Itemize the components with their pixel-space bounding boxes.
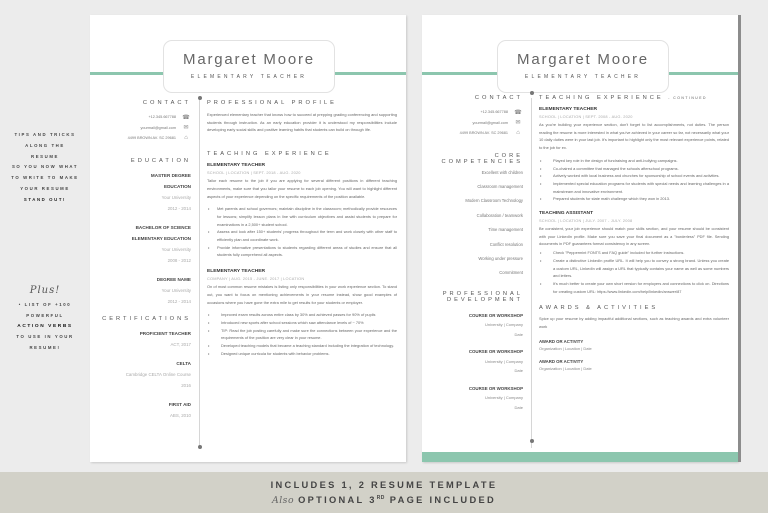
section-heading-development: PROFESSIONAL: [442, 290, 523, 297]
course-org: University | Company: [485, 395, 523, 401]
contact-email: [422, 118, 523, 129]
phone-text: +12.345.667788: [148, 115, 176, 120]
job-meta: SCHOOL | LOCATION | SEPT. 2018 - AUG. 2020: [207, 170, 301, 176]
award-detail: Organization | Location | Date: [539, 345, 592, 351]
job-bullets: [539, 249, 729, 295]
competency: Working under pressure: [478, 255, 523, 261]
tip-line: SO YOU NOW WHAT: [11, 164, 79, 170]
candidate-name: Margaret Moore: [517, 51, 649, 68]
section-heading-profile: PROFESSIONAL PROFILE: [207, 100, 337, 106]
job-title: TEACHING ASSISTANT: [539, 211, 594, 217]
job-description: Be consistent, your job experience should match your skills section, and your resume should be consistent with your LinkedIn profile. Make sure you save your final document as a "borderless" PDF file. Sending documents in PDF guarantees format consistency in any screen.: [539, 226, 729, 247]
job-bullets: [207, 311, 397, 357]
years: 2012 - 2014: [167, 298, 191, 304]
section-heading-awards: AWARDS & ACTIVITIES: [539, 305, 659, 312]
education-item: [90, 222, 191, 266]
bullet: • It's much better to create your own short version for employers and connections to click on. Directions for creating custom URL: https://www.linkedin.com/help/linkedin/answer/87: [539, 280, 729, 295]
phone-icon: ☎: [182, 114, 190, 121]
tip-line: RESUME: [31, 153, 59, 159]
home-icon: ⌂: [516, 130, 520, 137]
competencies-list: [422, 166, 523, 281]
job-description: On of most common resume mistakes is listing only responsibilities in your work experience section. To stand out, you want to focus on mentioning achievements in your resume instead, show good examples of occasions where you have gone the extra mile to get results for your students or employer.: [207, 284, 397, 305]
course-date: Date: [514, 331, 523, 337]
job-title: ELEMENTARY TEACHER: [207, 269, 266, 275]
cert-name: PROFICIENT TEACHER: [139, 330, 191, 336]
competency: Excellent with children: [481, 169, 523, 175]
divider-dot: [530, 91, 534, 95]
tip-line: STAND OUT!: [23, 196, 67, 202]
section-heading-experience: TEACHING EXPERIENCE: [207, 151, 332, 158]
competency: Collaboration / teamwork: [476, 212, 523, 218]
column-divider: [531, 98, 532, 448]
contact-email: [90, 123, 191, 134]
job-meta: COMPANY | AUG. 2015 - JUNE. 2017 | LOCATION: [207, 276, 305, 282]
cert-detail: Cambridge CELTA Online Course: [125, 371, 191, 377]
bullet: • TIP: Read the job posting carefully and make sure the connections between your experience and the requirements of the position are very clear in your resume.: [207, 327, 397, 342]
job-title: ELEMENTARY TEACHER: [539, 107, 598, 112]
heading-text: TEACHING EXPERIENCE: [539, 95, 664, 101]
bullet: • Actively worked with local business and churches for sponsorship of school events and activities.: [539, 172, 729, 180]
contact-phone: [90, 112, 191, 123]
banner-text: PAGE INCLUDED: [384, 495, 496, 506]
resume-page-1: [90, 15, 406, 462]
section-heading-certifications: CERTIFICATIONS: [102, 315, 191, 322]
section-heading-development: DEVELOPMENT: [447, 296, 523, 303]
contact-phone: [422, 107, 523, 118]
divider-dot: [198, 445, 202, 449]
certification-item: [90, 358, 191, 391]
competency: Conflict resolution: [489, 241, 523, 247]
job-description: As you're building your experience section, don't forget to list accomplishments, not duties. The person reading the resume is more interested in what you've achieved in your career so far, not necessarily what your 10 daily duties were in your last job. It's important to highlight only the most relevant experience points, related to the job for ex.: [539, 122, 729, 151]
tip-line: ALONG THE: [25, 142, 65, 148]
section-heading-education: EDUCATION: [130, 157, 191, 164]
degree: BACHELOR OF SCIENCE: [135, 224, 191, 230]
course-name: COURSE OR WORKSHOP: [468, 312, 523, 318]
bullet: • Introduced new sports after school sessions which saw attendance levels of ~ 70%: [207, 319, 397, 327]
award-item: [539, 359, 729, 371]
education-item: [90, 274, 191, 307]
banner-script: Also: [272, 495, 295, 507]
degree: DEGREE NAME: [156, 276, 191, 282]
candidate-name: Margaret Moore: [183, 51, 315, 68]
bullet: • Assess and look after 150+ students' progress throughout the term and work closely with other staff to efficiently plan and coordinate work.: [207, 228, 397, 243]
job-description: Tailor each resume to the job if you are applying for several different positions in different teaching environments, make sure that you tailor your resume to each job opening. You will want to highlight different aspects of your experience depending on the specific requirements of the position available.: [207, 178, 397, 199]
name-header: [163, 40, 335, 93]
main-column: [539, 95, 729, 371]
divider-dot: [530, 439, 534, 443]
certification-item: [90, 399, 191, 421]
course-date: Date: [514, 404, 523, 410]
school: Your University: [161, 287, 191, 293]
contact-address: [90, 133, 191, 144]
job-bullets: [539, 157, 729, 203]
development-item: [422, 384, 523, 413]
section-heading-competencies: COMPETENCIES: [441, 158, 523, 165]
bullet: • Developed teaching models that became a teaching standard including the integration of technology.: [207, 342, 397, 350]
tips-panel: [0, 130, 90, 206]
promo-banner: [0, 472, 768, 513]
plus-line: ACTION VERBS: [17, 323, 73, 329]
envelope-icon: ✉: [183, 125, 189, 132]
development-item: [422, 347, 523, 376]
envelope-icon: ✉: [515, 120, 521, 127]
continued-label: - CONTINUED: [668, 96, 707, 100]
education-item: [90, 170, 191, 214]
job-bullets: [207, 205, 397, 259]
section-heading-competencies: CORE: [494, 152, 523, 159]
award-detail: Organization | Location | Date: [539, 365, 592, 371]
cert-name: CELTA: [176, 360, 191, 366]
bullet: • Improved exam results across entire class by 30% and achieved passes for 90% of pupils: [207, 311, 397, 319]
phone-icon: ☎: [514, 109, 522, 116]
banner-sup: RD: [376, 495, 385, 501]
plus-line: RESUME!: [29, 345, 61, 351]
plus-line: TO USE IN YOUR: [16, 334, 74, 340]
plus-panel: [0, 285, 90, 354]
candidate-title: ELEMENTARY TEACHER: [190, 74, 308, 80]
divider-dot: [198, 96, 202, 100]
competency: Time management: [488, 227, 523, 233]
degree: ELEMENTARY EDUCATION: [131, 235, 191, 241]
profile-text: Experienced elementary teacher that knows how to succeed at prepping grading conferencing and supporting students through instruction. As an early education provider it is understood my responsibilities include developing early social skills and positive learning habits that students can build on through life.: [207, 112, 397, 133]
bullet: • Create a distinctive LinkedIn profile URL. It will help you to convey a strong brand. Unless you create a custom URL, LinkedIn will assign a URL that typically contains your name as well as some numbers and letters.: [539, 257, 729, 280]
years: 2012 - 2014: [167, 205, 191, 211]
award-name: AWARD OR ACTIVITY: [539, 358, 584, 364]
section-heading-contact: CONTACT: [474, 95, 523, 101]
bullet: • Implemented special education programs for students with special needs and learning challenges in a mainstream and innovative environment.: [539, 180, 729, 195]
plus-script: Plus!: [29, 285, 61, 296]
course-org: University | Company: [485, 358, 523, 364]
competency: Commitment: [499, 270, 523, 276]
bullet: • Provide informative presentations to students regarding different areas of studies and ensure that all students fully comprehend all aspects.: [207, 244, 397, 259]
phone-text: +12.345.667788: [480, 110, 508, 115]
cert-name: FIRST AID: [168, 401, 191, 407]
cert-year: 2016: [181, 382, 191, 388]
main-column: [207, 100, 397, 357]
development-item: [422, 311, 523, 340]
degree: EDUCATION: [164, 183, 191, 189]
competency: Modern Classroom Technology: [465, 198, 523, 204]
email-text: yourmail@gmail.com: [472, 120, 508, 125]
address-text: 4499 BROWN AV. SC 29681: [127, 136, 176, 141]
bullet: • Check "Peppermint FONTS and FAQ guide" included for further instructions.: [539, 249, 729, 257]
course-org: University | Company: [485, 322, 523, 328]
award-name: AWARD OR ACTIVITY: [539, 338, 584, 344]
award-item: [539, 339, 729, 351]
sidebar: [422, 95, 523, 412]
job-title: ELEMENTARY TEACHER: [207, 163, 266, 169]
bullet: • Prepared students for state math challenge which they won in 2013.: [539, 195, 729, 203]
job-meta: SCHOOL | LOCATION | SEPT. 2008 - AUG. 2020: [539, 114, 633, 119]
course-name: COURSE OR WORKSHOP: [468, 385, 523, 391]
sidebar: [90, 100, 191, 421]
footer-accent-bar: [422, 452, 738, 462]
home-icon: ⌂: [184, 135, 188, 142]
awards-intro: Spice up your resume by adding impactful additional sections, such as teaching awards and extra volunteer work: [539, 316, 729, 330]
plus-line: • LIST OF +100: [18, 302, 72, 307]
column-divider: [199, 98, 200, 448]
banner-line-2: [0, 495, 768, 506]
school: Your University: [161, 194, 191, 200]
section-heading-experience: [539, 95, 729, 101]
candidate-title: ELEMENTARY TEACHER: [524, 74, 642, 80]
job-meta: SCHOOL | LOCATION | JULY. 2007 - JULY. 2008: [539, 218, 633, 224]
tip-line: TO WRITE TO MAKE: [11, 175, 79, 181]
course-name: COURSE OR WORKSHOP: [468, 349, 523, 355]
competency: Classroom management: [477, 183, 523, 189]
section-heading-contact: CONTACT: [142, 100, 191, 106]
contact-address: [422, 128, 523, 139]
bullet: • Co-chaired a committee that managed the schools afterschool programs.: [539, 165, 729, 173]
school: Your University: [161, 246, 191, 252]
bullet: • Designed unique curricula for students with behavior problems.: [207, 350, 397, 358]
course-date: Date: [514, 368, 523, 374]
tip-line: TIPS AND TRICKS: [14, 132, 76, 137]
certification-item: [90, 328, 191, 350]
address-text: 4499 BROWN AV. SC 29681: [459, 131, 508, 136]
banner-text: OPTIONAL 3: [298, 495, 377, 506]
banner-line-1: INCLUDES 1, 2 RESUME TEMPLATE: [270, 480, 498, 490]
years: 2008 - 2012: [167, 257, 191, 263]
bullet: • Met parents and school governors; maintain discipline in the classroom; methodically provide resources for lessons; simplify lesson plans in line with curriculum objectives and assist students to prepare for examinations in a 2,500+ student school.: [207, 205, 397, 228]
plus-line: POWERFUL: [26, 312, 64, 318]
degree: MASTER DEGREE: [150, 172, 191, 178]
name-header: [497, 40, 669, 93]
email-text: yourmail@gmail.com: [140, 125, 176, 130]
tip-line: YOUR RESUME: [20, 185, 70, 191]
bullet: • Played key role in the design of fundraising and anti-bullying campaigns.: [539, 157, 729, 165]
cert-detail: ACT, 2017: [170, 341, 191, 347]
resume-page-2: [422, 15, 738, 462]
cert-detail: ABS, 2010: [170, 412, 191, 418]
